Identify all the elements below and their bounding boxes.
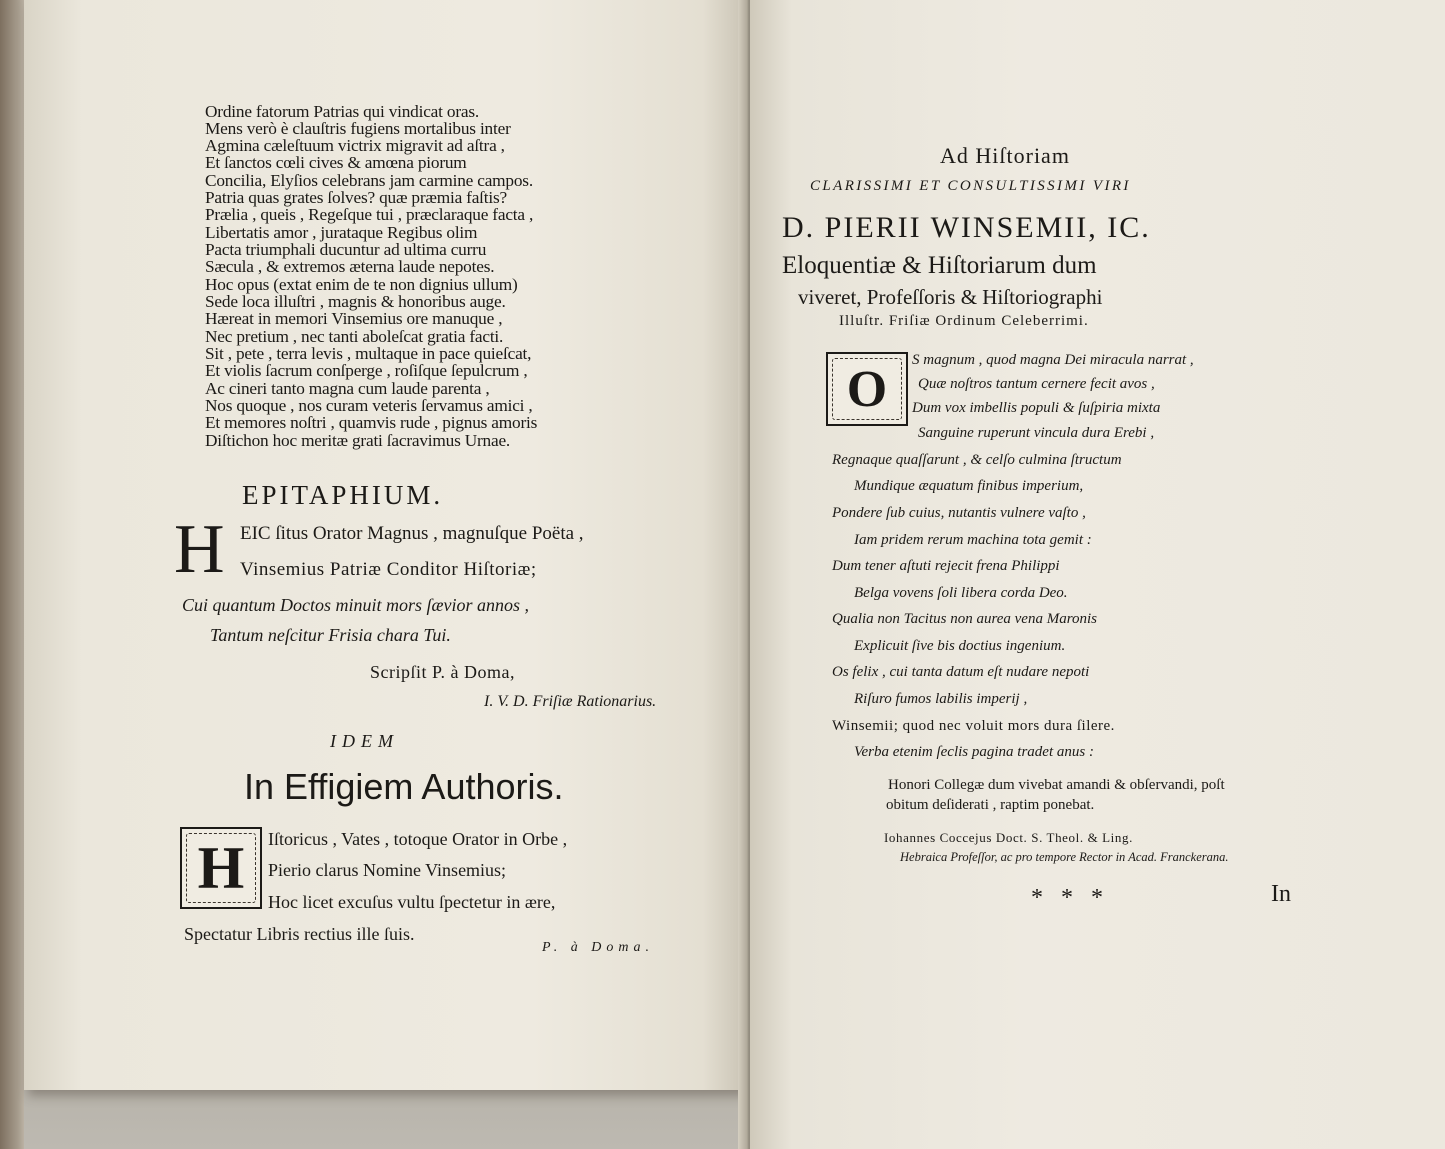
title-line: D. PIERII WINSEMII, IC.	[782, 211, 1151, 244]
effigy-initial-ornament	[180, 827, 262, 909]
epitaph-heading: EPITAPHIUM.	[242, 480, 444, 510]
poem-line: Hoc opus (extat enim de te non dignius ullum)	[205, 275, 518, 294]
effigy-line: Spectatur Libris rectius ille ſuis.	[184, 924, 415, 944]
dedication: obitum deſiderati , raptim ponebat.	[886, 797, 1095, 813]
title-line: viveret, Profeſſoris & Hiſtoriographi	[798, 285, 1103, 309]
poem-line: Concilia, Elyſios celebrans jam carmine campos.	[205, 171, 533, 190]
poem-line: Mundique æquatum finibus imperium,	[854, 478, 1084, 494]
poem-line: Dum tener aſtuti rejecit frena Philippi	[832, 558, 1060, 574]
epitaph-line: Tantum neſcitur Frisia chara Tui.	[210, 625, 451, 645]
effigy-line: Hoc licet excuſus vultu ſpectetur in ære,	[268, 892, 556, 912]
ornament-border	[186, 833, 256, 903]
poem-line: Prælia , queis , Regeſque tui , præclaraque facta ,	[205, 205, 534, 224]
poem-line: Sanguine ruperunt vincula dura Erebi ,	[918, 425, 1155, 441]
poem-line: Iam pridem rerum machina tota gemit :	[854, 532, 1092, 548]
author-name: Iohannes Coccejus Doct. S. Theol. & Ling.	[884, 830, 1133, 845]
poem-initial: O	[846, 360, 888, 418]
catchword: In	[1271, 881, 1291, 907]
title-line: CLARISSIMI ET CONSULTISSIMI VIRI	[810, 178, 1131, 194]
title-line: Illuſtr. Friſiæ Ordinum Celeberrimi.	[839, 313, 1089, 329]
signature: Scripſit P. à Doma,	[370, 662, 515, 682]
effigy-signature: P. à Doma.	[542, 940, 654, 955]
poem-line: Qualia non Tacitus non aurea vena Maronis	[832, 611, 1097, 627]
title-line: Ad Hiſtoriam	[940, 143, 1070, 168]
dedication: Honori Collegæ dum vivebat amandi & obſervandi, poſt	[888, 777, 1225, 793]
poem-line: Diſtichon hoc meritæ grati ſacravimus Urnae.	[205, 431, 511, 450]
ornament-border	[832, 358, 902, 420]
poem-line: Riſuro fumos labilis imperij ,	[854, 691, 1028, 707]
author-title: Hebraica Profeſſor, ac pro tempore Rector in Acad. Franckerana.	[900, 850, 1229, 864]
poem-line: Libertatis amor , jurataque Regibus olim	[205, 223, 478, 242]
poem-line: Ordine fatorum Patrias qui vindicat oras.	[205, 102, 479, 121]
idem-label: IDEM	[330, 731, 399, 751]
poem-line: Et memores noſtri , quamvis rude , pignus amoris	[205, 413, 538, 432]
poem-line: Sit , pete , terra levis , multaque in pace quieſcat,	[205, 344, 532, 363]
effigy-line: Iſtoricus , Vates , totoque Orator in Orbe ,	[268, 829, 568, 849]
poem-line: Pondere ſub cuius, nutantis vulnere vaſto ,	[832, 505, 1086, 521]
poem-line: Mens verò è clauſtris fugiens mortalibus inter	[205, 119, 511, 138]
poem-line: Sæcula , & extremos æterna laude nepotes.	[205, 257, 495, 276]
effigy-initial: H	[197, 834, 245, 901]
poem-line: Agmina cæleſtuum victrix migravit ad aſtra ,	[205, 136, 505, 155]
poem-line: Pacta triumphali ducuntur ad ultima curru	[205, 240, 487, 259]
epitaph-initial: H	[174, 511, 225, 588]
poem-line: Winsemii; quod nec voluit mors dura ſilere.	[832, 718, 1115, 734]
poem-line: Patria quas grates ſolves? quæ præmia faſtis?	[205, 188, 507, 207]
epitaph-line: Vinsemius Patriæ Conditor Hiſtoriæ;	[240, 559, 537, 580]
poem-line: Et violis ſacrum conſperge , roſiſque ſepulcrum ,	[205, 361, 528, 380]
poem-line: Nec pretium , nec tanti aboleſcat gratia facti.	[205, 327, 504, 346]
title-line: Eloquentiæ & Hiſtoriarum dum	[782, 252, 1097, 279]
page-shadow	[24, 1088, 746, 1149]
poem-line: Regnaque quaſſarunt , & celſo culmina ſtructum	[832, 452, 1122, 468]
effigy-heading: In Effigiem Authoris.	[244, 766, 564, 807]
poem-line: Nos quoque , nos curam veteris ſervamus amici ,	[205, 396, 533, 415]
poem-line: S magnum , quod magna Dei miracula narrat ,	[912, 352, 1194, 368]
poem-line: Dum vox imbellis populi & ſuſpiria mixta	[912, 400, 1161, 416]
poem-line: Sede loca illuſtri , magnis & honoribus auge.	[205, 292, 506, 311]
poem-line: Ac cineri tanto magna cum laude parenta ,	[205, 379, 490, 398]
poem-line: Et ſanctos cœli cives & amœna piorum	[205, 153, 467, 172]
ornament-stars: * * *	[1031, 885, 1109, 911]
epitaph-line: EIC ſitus Orator Magnus , magnuſque Poëta ,	[240, 523, 584, 544]
epitaph-line: Cui quantum Doctos minuit mors ſævior annos ,	[182, 595, 530, 615]
poem-line: Belga vovens ſoli libera corda Deo.	[854, 585, 1068, 601]
poem-line: Hæreat in memori Vinsemius ore manuque ,	[205, 309, 503, 328]
poem-line: Verba etenim ſeclis pagina tradet anus :	[854, 744, 1094, 760]
poem-line: Os felix , cui tanta datum eſt nudare nepoti	[832, 664, 1090, 680]
left-page	[24, 0, 746, 1090]
signature-title: I. V. D. Friſiæ Rationarius.	[484, 693, 657, 710]
poem-initial-ornament	[826, 352, 908, 426]
poem-line: Explicuit ſive bis doctius ingenium.	[854, 638, 1066, 654]
poem-line: Quæ noſtros tantum cernere fecit avos ,	[918, 376, 1155, 392]
right-page	[750, 0, 1445, 1149]
effigy-line: Pierio clarus Nomine Vinsemius;	[268, 860, 507, 880]
